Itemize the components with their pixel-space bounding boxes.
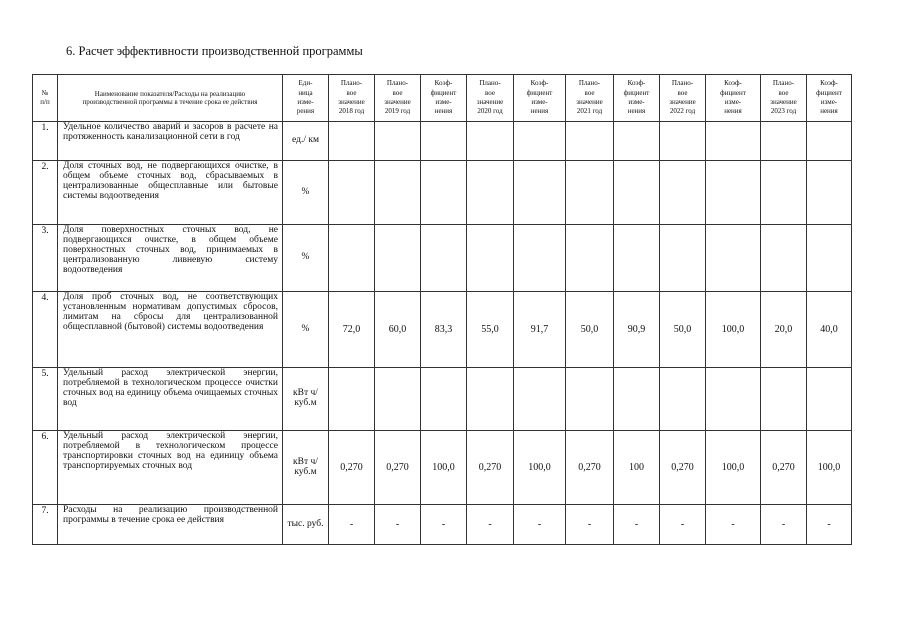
value-cell <box>467 122 514 161</box>
value-cell <box>329 225 375 292</box>
value-cell: - <box>807 505 852 545</box>
indicator-name: Удельное количество аварий и засоров в расчете на протяженность канализационной сети в год <box>58 122 283 161</box>
header-cell: Коэф- фициент изме- нения <box>807 75 852 122</box>
value-cell <box>706 122 761 161</box>
value-cell <box>375 161 421 225</box>
indicator-name: Доля поверхностных сточных вод, не подвергающихся очистке, в общем объеме поверхностных сточных вод, принимаемых в централизованную ливневую систему водоотведения <box>58 225 283 292</box>
value-cell <box>467 368 514 431</box>
value-cell: 40,0 <box>807 292 852 368</box>
value-cell: - <box>614 505 660 545</box>
header-cell: Плано- вое значение 2021 год <box>566 75 614 122</box>
value-cell: 0,270 <box>566 431 614 505</box>
header-cell: Коэф- фициент изме- нения <box>706 75 761 122</box>
value-cell <box>421 225 467 292</box>
row-number: 1. <box>33 122 58 161</box>
unit-cell: % <box>283 161 329 225</box>
value-cell <box>807 368 852 431</box>
value-cell: 0,270 <box>329 431 375 505</box>
header-cell: Наименование показателя/Расходы на реализацию производственной программы в течение срока ее действия <box>58 75 283 122</box>
unit-cell: тыс. руб. <box>283 505 329 545</box>
header-cell: Плано- вое значение 2018 год <box>329 75 375 122</box>
table-row <box>33 292 852 368</box>
value-cell: - <box>375 505 421 545</box>
value-cell <box>375 368 421 431</box>
value-cell <box>329 161 375 225</box>
row-number: 4. <box>33 292 58 368</box>
header-row <box>33 75 852 122</box>
value-cell: - <box>329 505 375 545</box>
value-cell: - <box>421 505 467 545</box>
value-cell <box>566 368 614 431</box>
row-number: 2. <box>33 161 58 225</box>
value-cell <box>514 161 566 225</box>
efficiency-table <box>32 74 852 545</box>
unit-cell: кВт ч/куб.м <box>283 368 329 431</box>
value-cell <box>514 368 566 431</box>
value-cell <box>807 225 852 292</box>
header-cell: Плано- вое значение 2019 год <box>375 75 421 122</box>
header-cell: Коэф- фициент изме- нения <box>421 75 467 122</box>
table-row <box>33 431 852 505</box>
value-cell <box>807 161 852 225</box>
value-cell <box>421 368 467 431</box>
header-cell: Плано- вое значение 2022 год <box>660 75 706 122</box>
row-number: 3. <box>33 225 58 292</box>
header-cell: Плано- вое значение 2023 год <box>761 75 807 122</box>
value-cell <box>514 225 566 292</box>
header-cell: № п/п <box>33 75 58 122</box>
value-cell <box>614 225 660 292</box>
value-cell <box>329 122 375 161</box>
value-cell: 60,0 <box>375 292 421 368</box>
value-cell: 100,0 <box>706 292 761 368</box>
value-cell <box>660 122 706 161</box>
table-row <box>33 161 852 225</box>
indicator-name: Доля проб сточных вод, не соответствующих установленным нормативам допустимых сбросов, лимитам на сбросы для централизованной общесплавной (бытовой) системы водоотведения <box>58 292 283 368</box>
value-cell <box>660 368 706 431</box>
row-number: 5. <box>33 368 58 431</box>
value-cell <box>329 368 375 431</box>
value-cell <box>614 122 660 161</box>
value-cell <box>566 122 614 161</box>
indicator-name: Доля сточных вод, не подвергающихся очистке, в общем объеме сточных вод, сбрасываемых в централизованные общесплавные или бытовые системы водоотведения <box>58 161 283 225</box>
value-cell: 0,270 <box>467 431 514 505</box>
table-row <box>33 368 852 431</box>
row-number: 6. <box>33 431 58 505</box>
value-cell <box>514 122 566 161</box>
unit-cell: % <box>283 292 329 368</box>
indicator-name: Удельный расход электрической энергии, потребляемой в технологическом процессе транспортировки сточных вод на единицу объема транспортируемых сточных вод <box>58 431 283 505</box>
header-cell: Еди- ница изме- рения <box>283 75 329 122</box>
value-cell: - <box>660 505 706 545</box>
unit-cell: ед./ км <box>283 122 329 161</box>
value-cell: 0,270 <box>660 431 706 505</box>
table-row <box>33 122 852 161</box>
value-cell: 72,0 <box>329 292 375 368</box>
value-cell <box>761 161 807 225</box>
value-cell <box>566 161 614 225</box>
value-cell: 100,0 <box>421 431 467 505</box>
value-cell: - <box>761 505 807 545</box>
value-cell: 100,0 <box>807 431 852 505</box>
value-cell: 100,0 <box>514 431 566 505</box>
value-cell: 91,7 <box>514 292 566 368</box>
value-cell: 55,0 <box>467 292 514 368</box>
value-cell <box>375 225 421 292</box>
indicator-name: Расходы на реализацию производственной программы в течение срока ее действия <box>58 505 283 545</box>
row-number: 7. <box>33 505 58 545</box>
value-cell: - <box>706 505 761 545</box>
value-cell <box>614 368 660 431</box>
value-cell <box>706 161 761 225</box>
value-cell <box>761 368 807 431</box>
value-cell <box>660 225 706 292</box>
value-cell: 50,0 <box>660 292 706 368</box>
value-cell: 100,0 <box>706 431 761 505</box>
value-cell <box>614 161 660 225</box>
value-cell <box>375 122 421 161</box>
value-cell <box>660 161 706 225</box>
value-cell: 0,270 <box>761 431 807 505</box>
value-cell: - <box>566 505 614 545</box>
value-cell <box>706 225 761 292</box>
value-cell: - <box>467 505 514 545</box>
value-cell <box>566 225 614 292</box>
value-cell <box>421 122 467 161</box>
value-cell: 100 <box>614 431 660 505</box>
header-cell: Коэф- фициент изме- нения <box>614 75 660 122</box>
value-cell: 83,3 <box>421 292 467 368</box>
unit-cell: % <box>283 225 329 292</box>
value-cell: 0,270 <box>375 431 421 505</box>
value-cell: 50,0 <box>566 292 614 368</box>
value-cell <box>706 368 761 431</box>
header-cell: Коэф- фициент изме- нения <box>514 75 566 122</box>
value-cell <box>807 122 852 161</box>
indicator-name: Удельный расход электрической энергии, потребляемой в технологическом процессе очистки сточных вод на единицу объема очищаемых сточных вод <box>58 368 283 431</box>
table-row <box>33 225 852 292</box>
value-cell <box>467 161 514 225</box>
page-title: 6. Расчет эффективности производственной программы <box>66 44 363 58</box>
value-cell <box>761 122 807 161</box>
value-cell: 20,0 <box>761 292 807 368</box>
value-cell <box>467 225 514 292</box>
value-cell: - <box>514 505 566 545</box>
unit-cell: кВт ч/куб.м <box>283 431 329 505</box>
header-cell: Плано- вое значение 2020 год <box>467 75 514 122</box>
value-cell <box>421 161 467 225</box>
value-cell <box>761 225 807 292</box>
table-row <box>33 505 852 545</box>
value-cell: 90,9 <box>614 292 660 368</box>
